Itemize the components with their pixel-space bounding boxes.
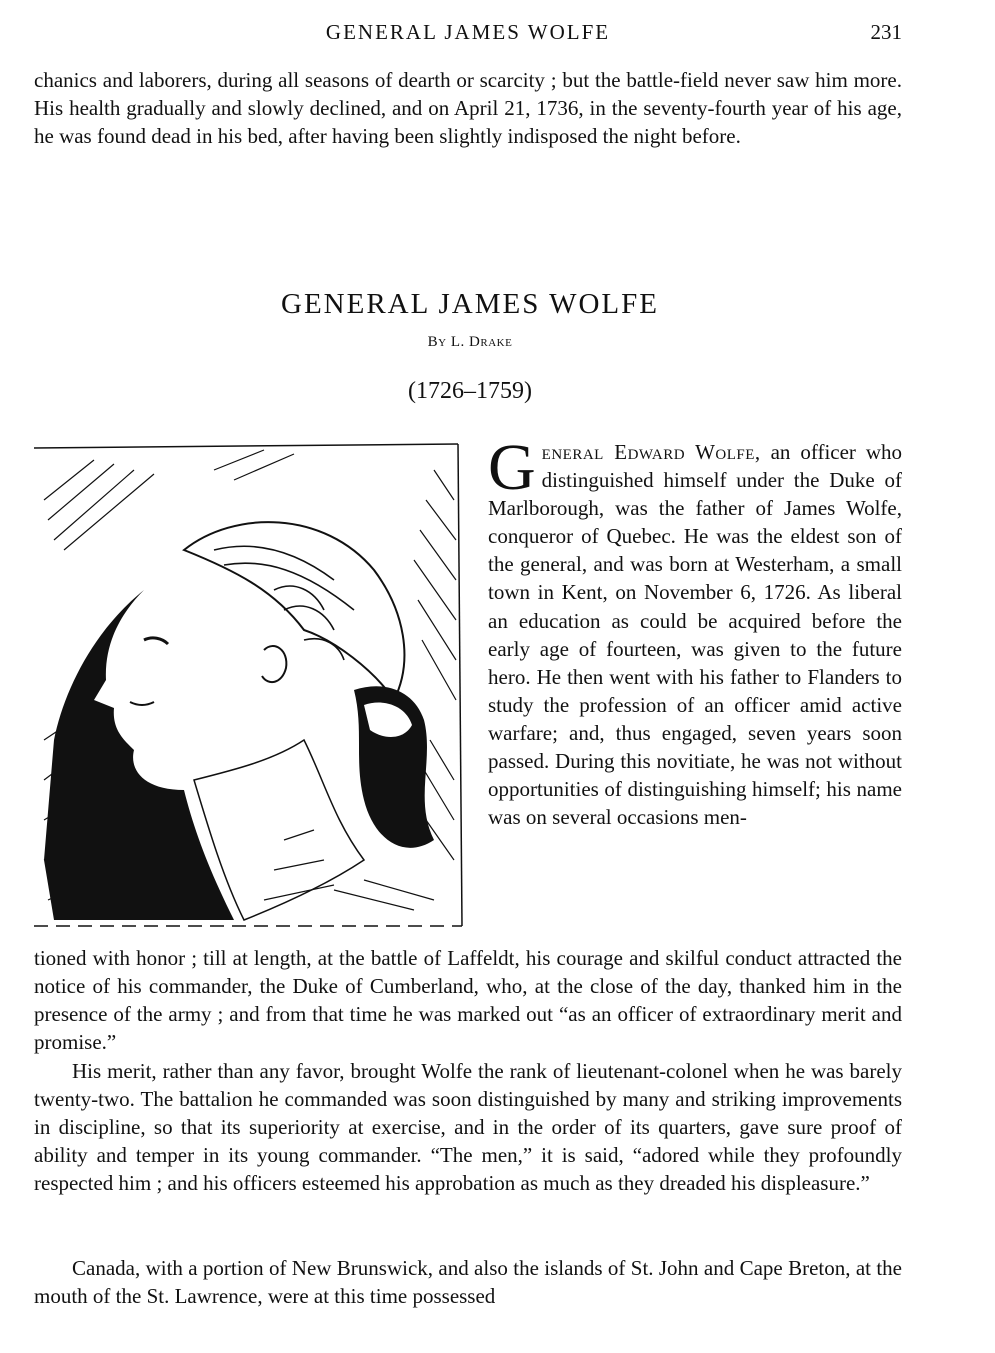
byline: By L. Drake bbox=[427, 334, 513, 350]
paragraph-1-opening bbox=[488, 431, 902, 831]
article-title: GENERAL JAMES WOLFE bbox=[281, 288, 659, 320]
portrait-engraving bbox=[34, 440, 464, 928]
opening-small-caps: eneral Edward Wolfe, bbox=[541, 440, 761, 464]
paragraph-1-continued: tioned with honor ; till at length, at the battle of Laffeldt, his courage and skilful conduct attracted the notice of his commander, the Duke of Cumberland, who, at the close of the day, thanked him in the presence of the army ; and from that time he was marked out “as an officer of extraordinary merit and promise.” bbox=[34, 946, 902, 1055]
paragraph-1-wrap-text: an officer who distinguished himself under the Duke of Marlborough, was the father of James Wolfe, conqueror of Quebec. He was the eldest son of the general, and was born at Westerham, a small town in Kent, on November 6, 1726. As liberal an education as could be acquired before the early age of fourteen, was given to the future hero. He then went with his father to Flanders to study the profession of an officer amid active warfare; and, thus engaged, seven years soon passed. During this novitiate, he was not without opportunities of distinguishing himself; his name was on several occasions men- bbox=[488, 440, 902, 830]
previous-article-end: chanics and laborers, during all seasons of dearth or scarcity ; but the battle-field never saw him more. His health gradually and slowly declined, and on April 21, 1736, in the seventy-fourth year of his age, he was found dead in his bed, after having been slightly indisposed the night before. bbox=[34, 68, 902, 149]
drop-cap: G bbox=[488, 431, 536, 504]
running-title: GENERAL JAMES WOLFE bbox=[325, 20, 611, 44]
running-head bbox=[34, 20, 902, 50]
life-dates: (1726–1759) bbox=[408, 378, 532, 404]
page-number: 231 bbox=[870, 20, 902, 44]
paragraph-2: His merit, rather than any favor, brought Wolfe the rank of lieutenant-colonel when he was barely twenty-two. The battalion he commanded was soon distinguished by many and striking improvements in discipline, so that its superiority at exercise, and in the order of its quarters, gave sure proof of ability and temper in its young commander. “The men,” it is said, “adored while they profoundly respected him ; and his officers esteemed his approbation as much as they dreaded his displeasure.” bbox=[34, 1059, 902, 1196]
paragraph-3: Canada, with a portion of New Brunswick, and also the islands of St. John and Cape Breton, at the mouth of the St. Lawrence, were at this time possessed bbox=[34, 1256, 902, 1309]
